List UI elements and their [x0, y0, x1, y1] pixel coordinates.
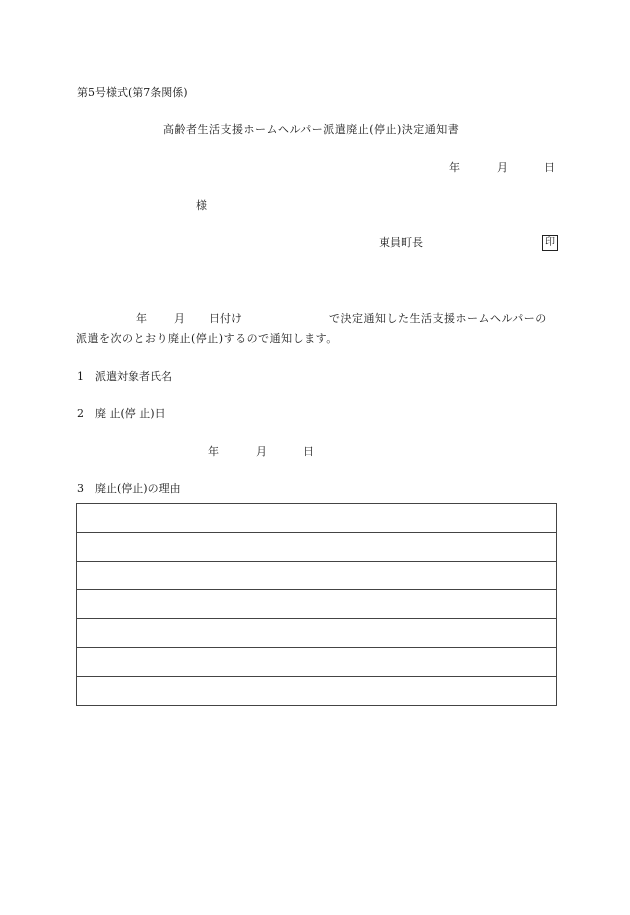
seal-box: 印	[542, 235, 558, 251]
reason-cell[interactable]	[77, 561, 557, 590]
item-label-target-name: 派遣対象者氏名	[95, 370, 172, 383]
item-label-stop-date: 廃 止(停 止)日	[95, 407, 166, 420]
body-year-label: 年	[136, 312, 147, 325]
reason-cell[interactable]	[77, 676, 557, 705]
date-month-label: 月	[497, 161, 508, 174]
body-line1-text: で決定通知した生活支援ホームヘルパーの	[329, 312, 547, 325]
document-title: 高齢者生活支援ホームヘルパー派遣廃止(停止)決定通知書	[163, 123, 460, 136]
item-number: 2	[77, 407, 84, 420]
addressee-suffix: 様	[196, 199, 207, 212]
reason-row	[77, 647, 557, 676]
reason-row	[77, 590, 557, 619]
item-number: 1	[77, 370, 84, 383]
stop-date-day-label: 日	[303, 445, 314, 458]
issuer-name: 東員町長	[379, 236, 423, 249]
reason-row	[77, 676, 557, 705]
stop-date-year-label: 年	[208, 445, 219, 458]
reason-cell[interactable]	[77, 504, 557, 533]
stop-date-month-label: 月	[256, 445, 267, 458]
reason-cell[interactable]	[77, 619, 557, 648]
item-label-reason: 廃止(停止)の理由	[95, 482, 181, 495]
body-month-label: 月	[174, 312, 185, 325]
reason-table	[76, 503, 557, 706]
reason-row	[77, 619, 557, 648]
reason-cell[interactable]	[77, 647, 557, 676]
reason-cell[interactable]	[77, 590, 557, 619]
form-number: 第5号様式(第7条関係)	[77, 86, 188, 99]
body-day-label: 日付け	[209, 312, 242, 325]
date-year-label: 年	[449, 161, 460, 174]
date-day-label: 日	[544, 161, 555, 174]
reason-cell[interactable]	[77, 532, 557, 561]
reason-row	[77, 561, 557, 590]
reason-row	[77, 532, 557, 561]
reason-row	[77, 504, 557, 533]
body-line2-text: 派遣を次のとおり廃止(停止)するので通知します。	[76, 332, 338, 345]
item-number: 3	[77, 482, 84, 495]
